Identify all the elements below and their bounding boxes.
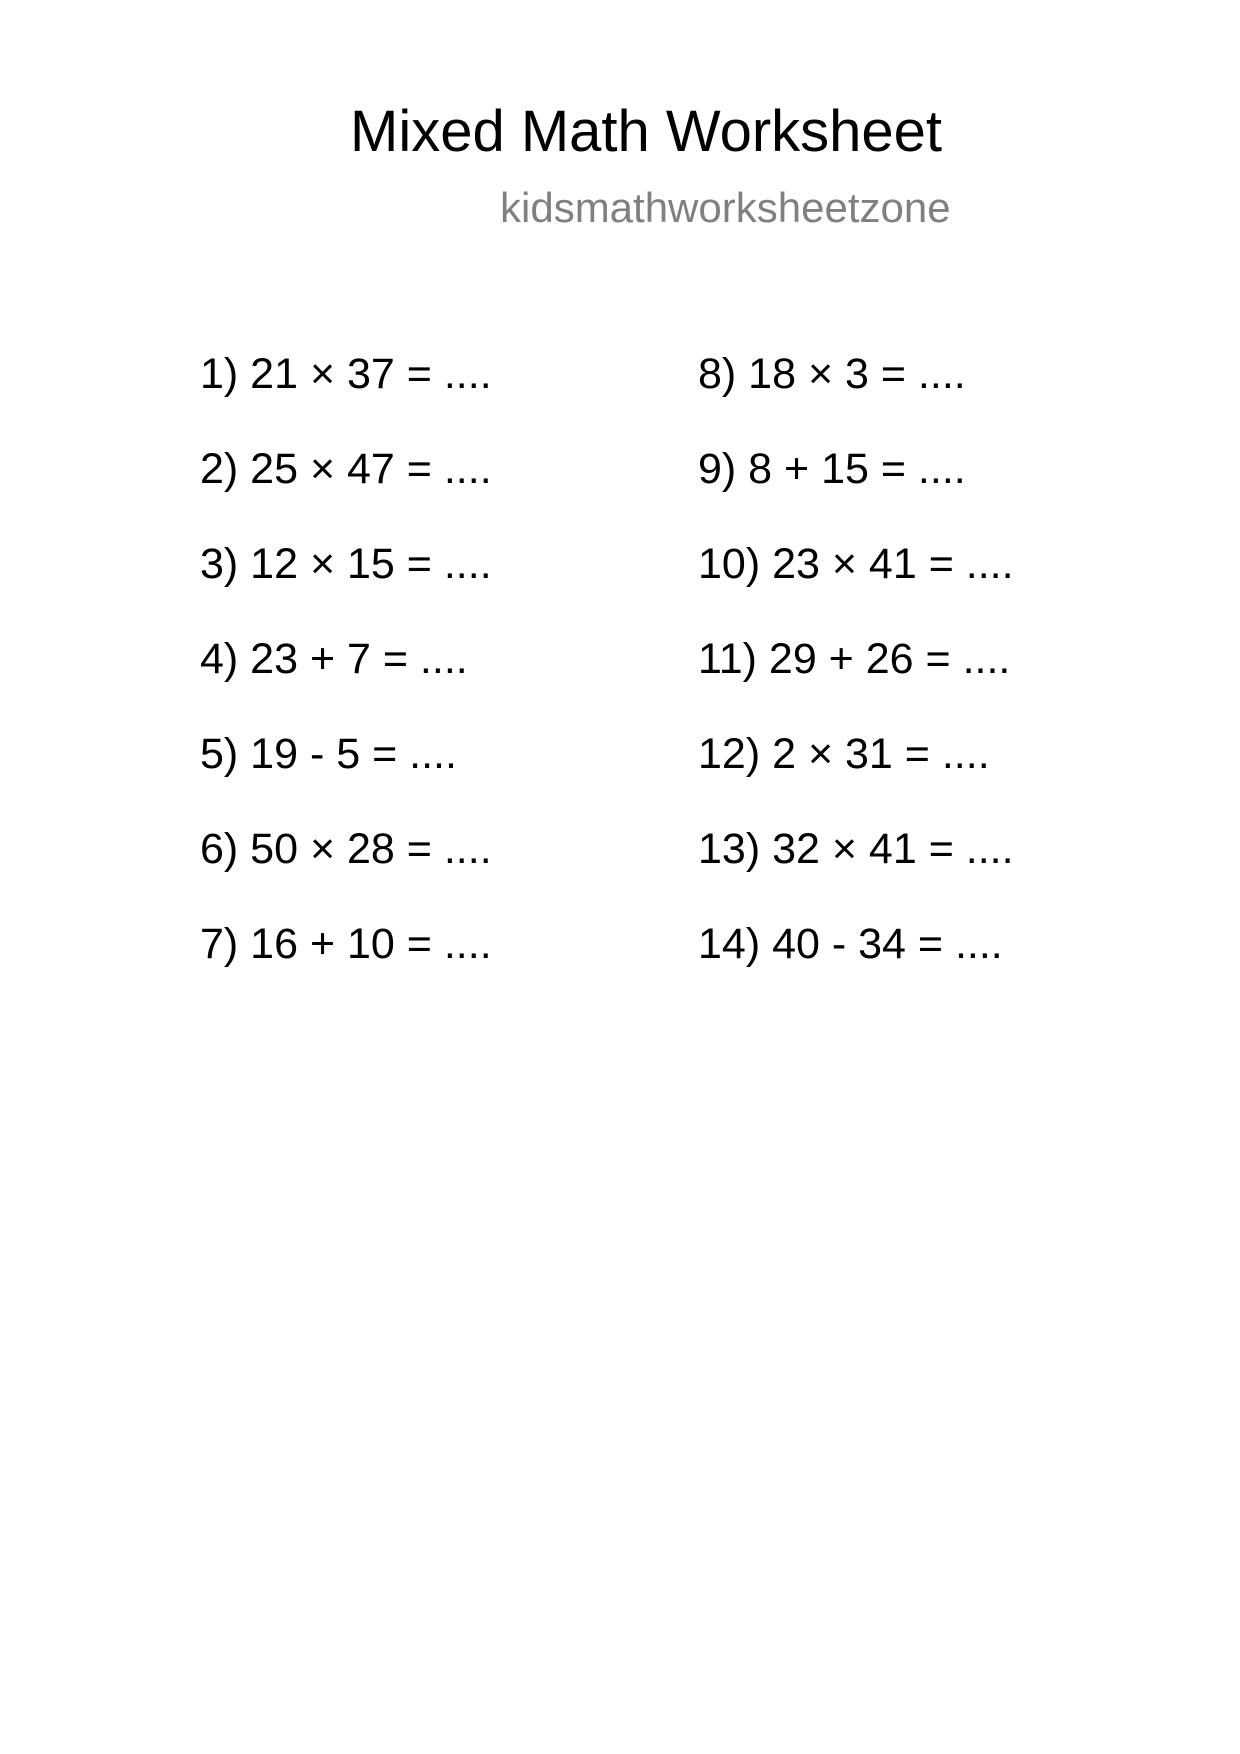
problem-item: 8) 18 × 3 = ....	[698, 350, 966, 398]
problem-item: 1) 21 × 37 = ....	[200, 350, 492, 398]
problem-item: 7) 16 + 10 = ....	[200, 920, 492, 968]
problem-item: 10) 23 × 41 = ....	[698, 540, 1014, 588]
problem-item: 5) 19 - 5 = ....	[200, 730, 457, 778]
problem-item: 12) 2 × 31 = ....	[698, 730, 990, 778]
problem-item: 9) 8 + 15 = ....	[698, 445, 966, 493]
worksheet-subtitle: kidsmathworksheetzone	[500, 184, 951, 231]
problem-item: 3) 12 × 15 = ....	[200, 540, 492, 588]
problem-item: 2) 25 × 47 = ....	[200, 445, 492, 493]
problem-item: 14) 40 - 34 = ....	[698, 920, 1003, 968]
problem-item: 11) 29 + 26 = ....	[698, 635, 1011, 683]
worksheet-title: Mixed Math Worksheet	[350, 99, 943, 164]
problem-item: 6) 50 × 28 = ....	[200, 825, 492, 873]
problem-item: 13) 32 × 41 = ....	[698, 825, 1014, 873]
problem-item: 4) 23 + 7 = ....	[200, 635, 468, 683]
problems-right-column	[698, 348, 1014, 1013]
problems-left-column	[200, 348, 492, 1013]
